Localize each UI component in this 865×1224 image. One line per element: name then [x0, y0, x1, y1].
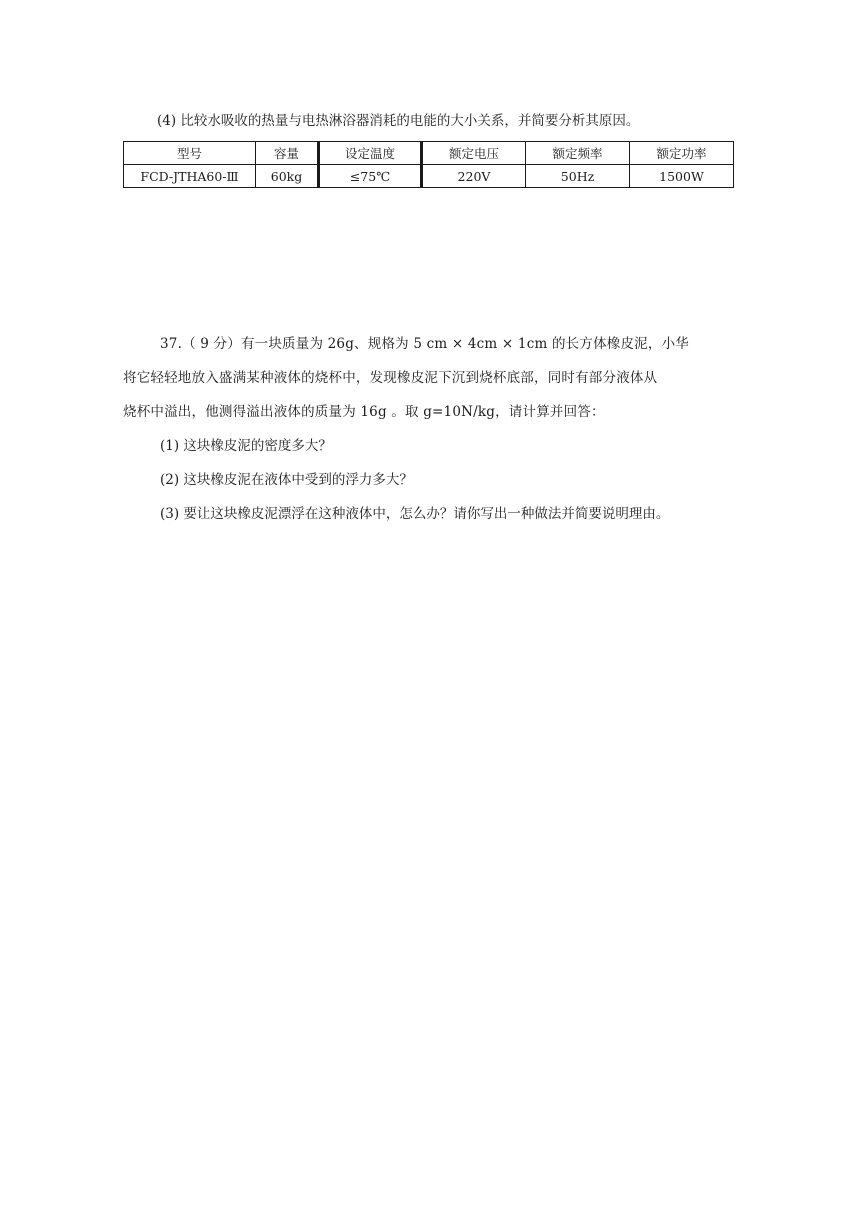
question-4-prompt: (4) 比较水吸收的热量与电热淋浴器消耗的电能的大小关系，并简要分析其原因。 [157, 113, 640, 129]
question-37-line-3: 烧杯中溢出，他测得溢出液体的质量为 16g 。取 g=10N/kg，请计算并回答： [123, 404, 605, 420]
value-rated-frequency: 50Hz [526, 165, 630, 188]
question-37-sub-2: (2) 这块橡皮泥在液体中受到的浮力多大？ [160, 472, 413, 488]
header-rated-voltage: 额定电压 [422, 142, 526, 165]
spec-table [123, 141, 734, 188]
question-37-line-2: 将它轻轻地放入盛满某种液体的烧杯中，发现橡皮泥下沉到烧杯底部，同时有部分液体从 [123, 370, 658, 386]
header-capacity: 容量 [256, 142, 319, 165]
value-model: FCD-JTHA60-Ⅲ [124, 165, 256, 188]
header-set-temperature: 设定温度 [319, 142, 422, 165]
value-rated-voltage: 220V [422, 165, 526, 188]
value-capacity: 60kg [256, 165, 319, 188]
header-model: 型号 [124, 142, 256, 165]
spec-table-header-row [124, 142, 734, 165]
question-37-sub-1: (1) 这块橡皮泥的密度多大？ [160, 438, 332, 454]
value-set-temperature: ≤75℃ [319, 165, 422, 188]
spec-table-value-row [124, 165, 734, 188]
question-37-line-1: 37.（ 9 分）有一块质量为 26g、规格为 5 cm × 4cm × 1cm 的长方体橡皮泥，小华 [160, 336, 689, 352]
header-rated-frequency: 额定频率 [526, 142, 630, 165]
value-rated-power: 1500W [630, 165, 734, 188]
question-37-sub-3: (3) 要让这块橡皮泥漂浮在这种液体中，怎么办？请你写出一种做法并简要说明理由。 [160, 506, 670, 522]
header-rated-power: 额定功率 [630, 142, 734, 165]
